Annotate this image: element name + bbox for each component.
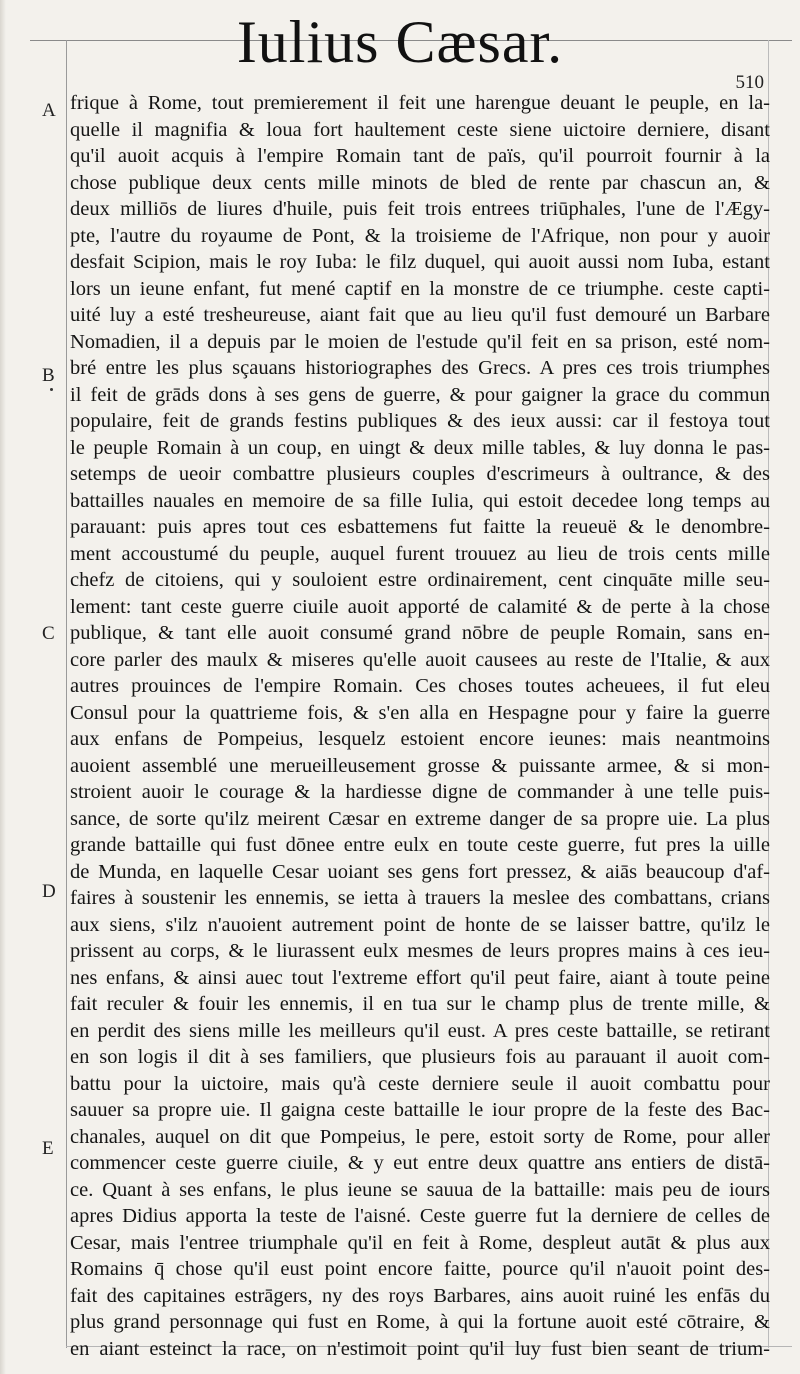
margin-marker-c: C: [42, 623, 55, 644]
text-line: stroient auoir le courage & la hardiesse digne de commander à une telle puis-: [70, 781, 770, 803]
text-line: prissent au corps, & le liurassent eulx mesmes de leurs propres mains à ces ieu-: [70, 940, 770, 962]
page-number: 510: [735, 72, 764, 93]
text-line: auoient assemblé une merueilleusement grosse & puissante armee, & si mon-: [70, 754, 770, 777]
text-line: plus grand personnage qui fust en Rome, à qui la fortune auoit esté cōtraire, &: [70, 1311, 770, 1333]
text-line: faires à soustenir les ennemis, se ietta à trauers la meslee des combattans, crians: [70, 887, 770, 909]
text-line: fait des capitaines estrāgers, ny des roys Barbares, ains auoit ruiné les enfās du: [70, 1284, 770, 1307]
margin-marker-d: D: [42, 881, 56, 902]
margin-marker-b: B: [42, 365, 55, 386]
text-line: bré entre les plus sçauans historiographes des Grecs. A pres ces trois triumphes: [70, 357, 770, 379]
text-line: battu pour la uictoire, mais qu'à ceste derniere seule il auoit combattu pour: [70, 1072, 770, 1095]
text-line: le peuple Romain à un coup, en uingt & deux mille tables, & luy donna le pas-: [70, 436, 770, 459]
text-line: qu'il auoit acquis à l'empire Romain tant de païs, qu'il pourroit fournir à la: [70, 145, 770, 167]
text-line: sance, de sorte qu'ilz meirent Cæsar en extreme danger de sa propre uie. La plus: [70, 807, 770, 830]
text-line: setemps de ueoir combattre plusieurs couples d'escrimeurs à oultrance, & des: [70, 463, 770, 485]
text-line: de Munda, en laquelle Cesar uoiant ses gens fort pressez, & aiās beaucoup d'af-: [70, 860, 770, 883]
text-line: chose publique deux cents mille minots de bled de rente par chascun an, &: [70, 171, 770, 194]
text-line: battailles nauales en memoire de sa fille Iulia, qui estoit decedee long temps au: [70, 489, 770, 512]
text-line: publique, & tant elle auoit consumé grand nōbre de peuple Romain, sans en-: [70, 622, 770, 644]
text-line: ce. Quant à ses enfans, le plus ieune se sauua de la battaille: mais peu de iours: [70, 1178, 770, 1201]
text-line: Consul pour la quattrieme fois, & s'en alla en Hespagne pour y faire la guerre: [70, 701, 770, 724]
text-line: uité luy a esté tresheureuse, aiant fait que au lieu qu'il fust demouré un Barbare: [70, 304, 770, 326]
text-line: en perdit des siens mille les meilleurs qu'il eust. A pres ceste battaille, se retirant: [70, 1019, 770, 1042]
text-line: il feit de grāds dons à ses gens de guerre, & pour gaigner la grace du commun: [70, 383, 770, 406]
text-line: aux siens, s'ilz n'auoient autrement point de honte de se laisser battre, qu'ilz le: [70, 913, 770, 936]
text-line: sauuer sa propre uie. Il gaigna ceste battaille le iour propre de la feste des Bac-: [70, 1099, 770, 1121]
text-line: populaire, feit de grands festins publiques & des ieux aussi: car il festoya tout: [70, 410, 770, 432]
text-line: deux milliōs de liures d'huile, puis feit trois entrees triūphales, l'une de l'Ægy-: [70, 198, 770, 220]
text-line: pte, l'autre du royaume de Pont, & la troisieme de l'Afrique, non pour y auoir: [70, 224, 770, 247]
text-line: en aiant esteinct la race, on n'estimoit point qu'il luy fust bien seant de trium-: [70, 1337, 770, 1360]
text-line: en son logis il dit à ses familiers, que plusieurs fois au parauant il auoit com-: [70, 1046, 770, 1068]
text-line: lement: tant ceste guerre ciuile auoit apporté de calamité & de perte à la chose: [70, 595, 770, 618]
text-body: [70, 90, 770, 1362]
left-margin-rule: [66, 40, 67, 1348]
text-line: nes enfans, & ainsi auec tout l'extreme effort qu'il peut faire, aiant à toute peine: [70, 966, 770, 989]
text-line: Cesar, mais l'entree triumphale qu'il en feit à Rome, despleut autāt & plus aux: [70, 1231, 770, 1254]
margin-marker-e: E: [42, 1138, 54, 1159]
text-line: chanales, auquel on dit que Pompeius, le pere, estoit sorty de Rome, pour aller: [70, 1125, 770, 1148]
text-line: ment accoustumé du peuple, auquel furent trouuez au lieu de trois cents mille: [70, 542, 770, 565]
text-line: aux enfans de Pompeius, lesquelz estoient encore ieunes: mais neantmoins: [70, 728, 770, 750]
text-line: commencer ceste guerre ciuile, & y eut entre deux quattre ans entiers de distā-: [70, 1152, 770, 1174]
running-title: Iulius Cæsar.: [236, 9, 564, 75]
text-line: frique à Rome, tout premierement il feit une harengue deuant le peuple, en la-: [70, 92, 770, 114]
text-line: autres prouinces de l'empire Romain. Ces choses toutes acheuees, il fut eleu: [70, 675, 770, 697]
text-line: apres Didius apporta la teste de l'aisné. Ceste guerre fut la derniere de celles de: [70, 1205, 770, 1227]
text-line: grande battaille qui fust dōnee entre eulx en toute ceste guerre, fut pres la uille: [70, 834, 770, 856]
text-line: fait reculer & fouir les ennemis, il en tua sur le champ plus de trente mille, &: [70, 993, 770, 1015]
margin-marker-a: A: [42, 100, 56, 121]
text-line: lors un ieune enfant, fut mené captif en la monstre de ce triumphe. ceste capti-: [70, 277, 770, 300]
text-line: parauant: puis apres tout ces esbattemens fut faitte la reueuë & le denombre-: [70, 516, 770, 538]
page-edge-shadow: [0, 0, 6, 1374]
text-line: desfait Scipion, mais le roy Iuba: le filz duquel, qui auoit aussi nom Iuba, estant: [70, 251, 770, 273]
text-line: quelle il magnifia & loua fort haultement ceste siene uictoire derniere, disant: [70, 118, 770, 141]
text-line: chefz de citoiens, qui y souloient estre ordinairement, cent cinquāte mille seu-: [70, 569, 770, 591]
text-line: Romains q̄ chose qu'il eust point encore faitte, pource qu'il n'auoit point des-: [70, 1258, 770, 1280]
text-line: core parler des maulx & miseres qu'elle auoit causees au reste de l'Italie, & aux: [70, 648, 770, 671]
text-line: Nomadien, il a depuis par le moien de l'estude qu'il feit en sa prison, esté nom-: [70, 330, 770, 353]
ink-speck: [50, 388, 53, 391]
